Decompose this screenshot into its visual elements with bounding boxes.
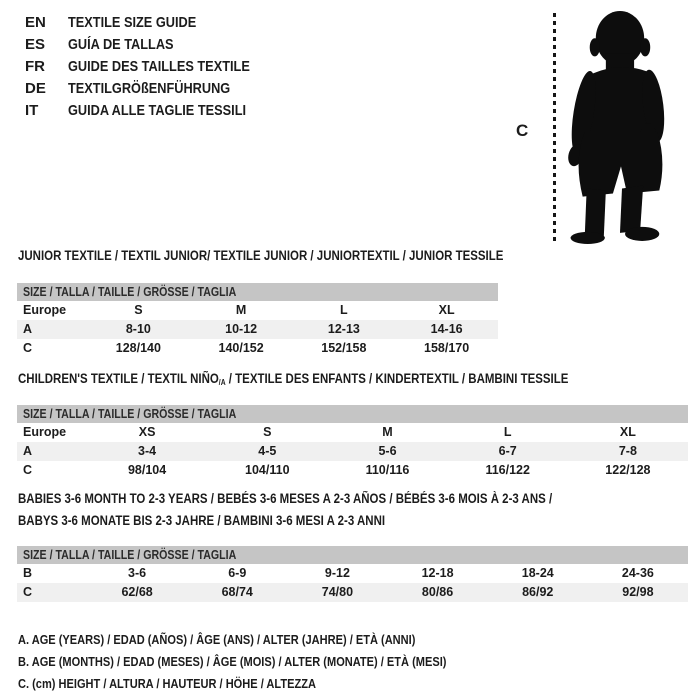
size-cell: S <box>263 425 272 439</box>
age-cell: 18-24 <box>521 566 554 580</box>
lang-label-it: GUIDA ALLE TAGLIE TESSILI <box>68 102 247 119</box>
height-cell: 86/92 <box>522 585 554 599</box>
height-cell: 116/122 <box>485 463 530 477</box>
language-list <box>25 12 282 122</box>
height-cell: 110/116 <box>365 463 410 477</box>
height-measure-label: C <box>516 121 529 140</box>
size-cell: M <box>235 303 247 317</box>
height-cell: 68/74 <box>221 585 253 599</box>
junior-table-size-header: SIZE / TALLA / TAILLE / GRÖSSE / TAGLIA <box>17 283 498 301</box>
lang-code-it: IT <box>25 102 39 119</box>
nino-a-subscript: /A <box>218 378 226 387</box>
row-label: Europe <box>23 303 67 317</box>
row-label: C <box>23 341 33 355</box>
toddler-silhouette-image <box>562 7 684 247</box>
height-cell: 140/152 <box>218 341 264 355</box>
babies-size-table <box>17 546 688 602</box>
table-row <box>17 461 688 480</box>
age-cell: 9-12 <box>324 566 350 580</box>
age-cell: 4-5 <box>258 444 277 458</box>
height-cell: 152/158 <box>321 341 367 355</box>
note-height-cm: C. (cm) HEIGHT / ALTURA / HAUTEUR / HÖHE / ALTEZZA <box>18 676 316 691</box>
lang-label-en: TEXTILE SIZE GUIDE <box>68 14 197 31</box>
row-label: Europe <box>23 425 67 439</box>
size-cell: XL <box>438 303 455 317</box>
babies-table-size-header: SIZE / TALLA / TAILLE / GRÖSSE / TAGLIA <box>17 546 688 564</box>
row-label: A <box>23 444 33 458</box>
height-cell: 98/104 <box>127 463 167 477</box>
size-cell: L <box>340 303 348 317</box>
age-cell: 5-6 <box>378 444 397 458</box>
children-size-table <box>17 405 688 480</box>
row-label: C <box>23 585 33 599</box>
table-row <box>17 320 498 339</box>
age-cell: 12-18 <box>421 566 454 580</box>
babies-section-title-line2: BABYS 3-6 MONATE BIS 2-3 JAHRE / BAMBINI 3-6 MESI A 2-3 ANNI <box>18 513 386 528</box>
babies-section-title-line1: BABIES 3-6 MONTH TO 2-3 YEARS / BEBÉS 3-6 MESES A 2-3 AÑOS / BÉBÉS 3-6 MOIS À 2-3 ANS / <box>18 491 553 506</box>
lang-code-fr: FR <box>25 58 45 75</box>
age-cell: 10-12 <box>225 322 258 336</box>
table-row <box>17 423 688 442</box>
size-cell: XS <box>138 425 156 439</box>
junior-section-title: JUNIOR TEXTILE / TEXTIL JUNIOR/ TEXTILE JUNIOR / JUNIORTEXTIL / JUNIOR TESSILE <box>18 248 504 263</box>
height-cell: 62/68 <box>121 585 153 599</box>
children-table-size-header: SIZE / TALLA / TAILLE / GRÖSSE / TAGLIA <box>17 405 688 423</box>
size-cell: M <box>382 425 393 439</box>
age-cell: 8-10 <box>125 322 151 336</box>
lang-label-es: GUÍA DE TALLAS <box>68 36 174 53</box>
age-cell: 6-7 <box>498 444 517 458</box>
age-cell: 3-6 <box>128 566 147 580</box>
row-label: B <box>23 566 33 580</box>
lang-code-es: ES <box>25 36 46 53</box>
height-cell: 128/140 <box>115 341 161 355</box>
note-age-years: A. AGE (YEARS) / EDAD (AÑOS) / ÂGE (ANS) / ALTER (JAHRE) / ETÀ (ANNI) <box>18 632 416 647</box>
height-cell: 92/98 <box>622 585 654 599</box>
table-row <box>17 442 688 461</box>
height-cell: 122/128 <box>605 463 651 477</box>
size-cell: S <box>134 303 143 317</box>
table-row <box>17 564 688 583</box>
legend-notes <box>18 629 522 695</box>
height-cell: 158/170 <box>424 341 470 355</box>
size-cell: L <box>503 425 512 439</box>
table-row <box>17 339 498 358</box>
lang-label-de: TEXTILGRÖßENFÜHRUNG <box>68 80 231 97</box>
children-section-title: CHILDREN'S TEXTILE / TEXTIL $NIÑO_{/A}$ / TEXTILE DES ENFANTS / KINDERTEXTIL / BAMBINI TESSILE <box>18 371 569 387</box>
lang-code-de: DE <box>25 80 46 97</box>
height-cell: 80/86 <box>421 585 454 599</box>
lang-label-fr: GUIDE DES TAILLES TEXTILE <box>68 58 250 75</box>
age-cell: 7-8 <box>618 444 637 458</box>
age-cell: 24-36 <box>621 566 654 580</box>
age-cell: 12-13 <box>327 322 360 336</box>
age-cell: 14-16 <box>430 322 463 336</box>
age-cell: 3-4 <box>138 444 157 458</box>
size-cell: XL <box>619 425 636 439</box>
table-row <box>17 301 498 320</box>
row-label: C <box>23 463 33 477</box>
height-measure-dashed-line <box>553 13 556 242</box>
note-age-months: B. AGE (MONTHS) / EDAD (MESES) / ÂGE (MOIS) / ALTER (MONATE) / ETÀ (MESI) <box>18 654 447 669</box>
junior-size-table <box>17 283 498 358</box>
height-cell: 104/110 <box>245 463 290 477</box>
row-label: A <box>23 322 33 336</box>
table-row <box>17 583 688 602</box>
age-cell: 6-9 <box>228 566 247 580</box>
height-cell: 74/80 <box>321 585 354 599</box>
lang-code-en: EN <box>25 14 46 31</box>
